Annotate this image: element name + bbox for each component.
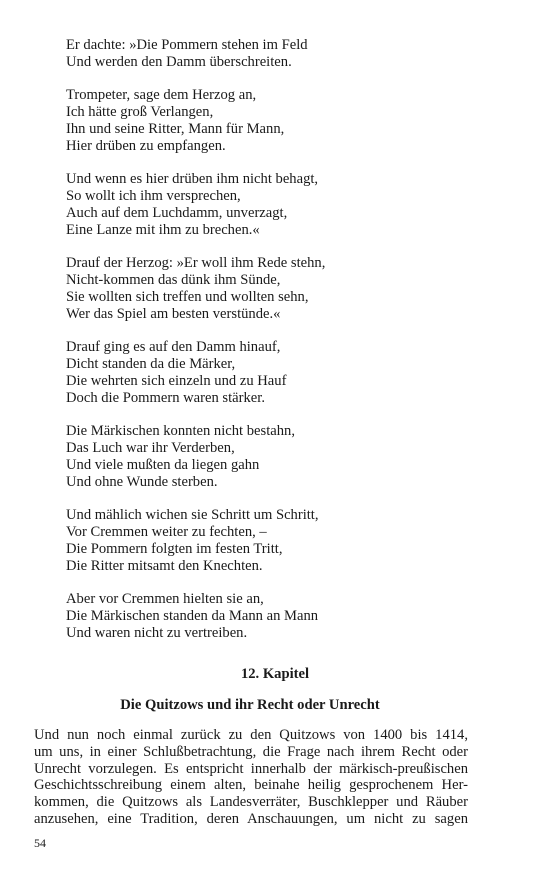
poem-line: Die Ritter mitsamt den Knechten. [66,557,263,574]
poem-line: Die Märkischen standen da Mann an Mann [66,608,319,625]
stanza-6 [66,423,506,490]
poem-line: Die Pommern folgten im festen Tritt, [66,540,283,557]
poem-line: Das Luch war ihr Verderben, [66,440,235,457]
paragraph-line: anzusehen, eine Tradition, deren Anschauungen, um nicht zu sagen [34,810,468,827]
poem-line: Und ohne Wunde sterben. [66,473,218,490]
poem-line: Hier drüben zu empfangen. [66,137,226,154]
poem-line: So wollt ich ihm versprechen, [66,188,241,205]
poem-line: Ich hätte groß Verlangen, [66,104,214,121]
poem-line: Sie wollten sich treffen und wollten sehn, [66,288,309,305]
poem-line: Trompeter, sage dem Herzog an, [66,87,257,104]
poem-line: Und viele mußten da liegen gahn [66,456,260,473]
poem-line: Er dachte: »Die Pommern stehen im Feld [66,37,308,53]
paragraph-line: Und nun noch einmal zurück zu den Quitzows von 1400 bis 1414, [34,727,468,743]
poem-line: Ihn und seine Ritter, Mann für Mann, [66,120,285,137]
chapter-title: Die Quitzows und ihr Recht oder Unrecht [120,697,380,713]
poem [66,37,506,658]
poem-line: Doch die Pommern waren stärker. [66,389,265,406]
body-paragraph [34,727,468,828]
stanza-8 [66,591,506,641]
stanza-7 [66,507,506,574]
poem-line: Vor Cremmen weiter zu fechten, – [66,524,267,541]
poem-line: Und wenn es hier drüben ihm nicht behagt, [66,171,319,188]
paragraph-line: kommen, die Quitzows als Landesverräter, Buschklepper und Räuber [34,794,468,811]
paragraph-line: Geschichtsschreibung einem alten, beinahe heilig gesprochenem Her- [34,777,468,794]
poem-line: Und waren nicht zu vertreiben. [66,624,248,641]
stanza-1 [66,37,506,71]
poem-line: Die wehrten sich einzeln und zu Hauf [66,372,287,389]
poem-line: Drauf ging es auf den Damm hinauf, [66,339,281,356]
poem-line: Dicht standen da die Märker, [66,356,236,373]
stanza-3 [66,171,506,238]
page-number: 54 [34,836,46,850]
paragraph-line: Unrecht vorzulegen. Es entspricht innerhalb der märkisch-preußischen [34,760,468,777]
poem-line: Und werden den Damm überschreiten. [66,53,292,70]
poem-line: Die Märkischen konnten nicht bestahn, [66,423,295,440]
poem-line: Drauf der Herzog: »Er woll ihm Rede stehn, [66,255,326,272]
chapter-number: 12. Kapitel [240,666,310,682]
paragraph-line: um uns, in einer Schlußbetrachtung, die Frage nach ihrem Recht oder [34,743,468,760]
stanza-2 [66,87,506,154]
poem-line: Und mählich wichen sie Schritt um Schritt, [66,507,319,524]
stanza-4 [66,255,506,322]
poem-line: Nicht-kommen das dünk ihm Sünde, [66,272,281,289]
stanza-5 [66,339,506,406]
poem-line: Aber vor Cremmen hielten sie an, [66,591,264,608]
poem-line: Wer das Spiel am besten verstünde.« [66,305,281,322]
poem-line: Eine Lanze mit ihm zu brechen.« [66,221,260,238]
poem-line: Auch auf dem Luchdamm, unverzagt, [66,204,288,221]
